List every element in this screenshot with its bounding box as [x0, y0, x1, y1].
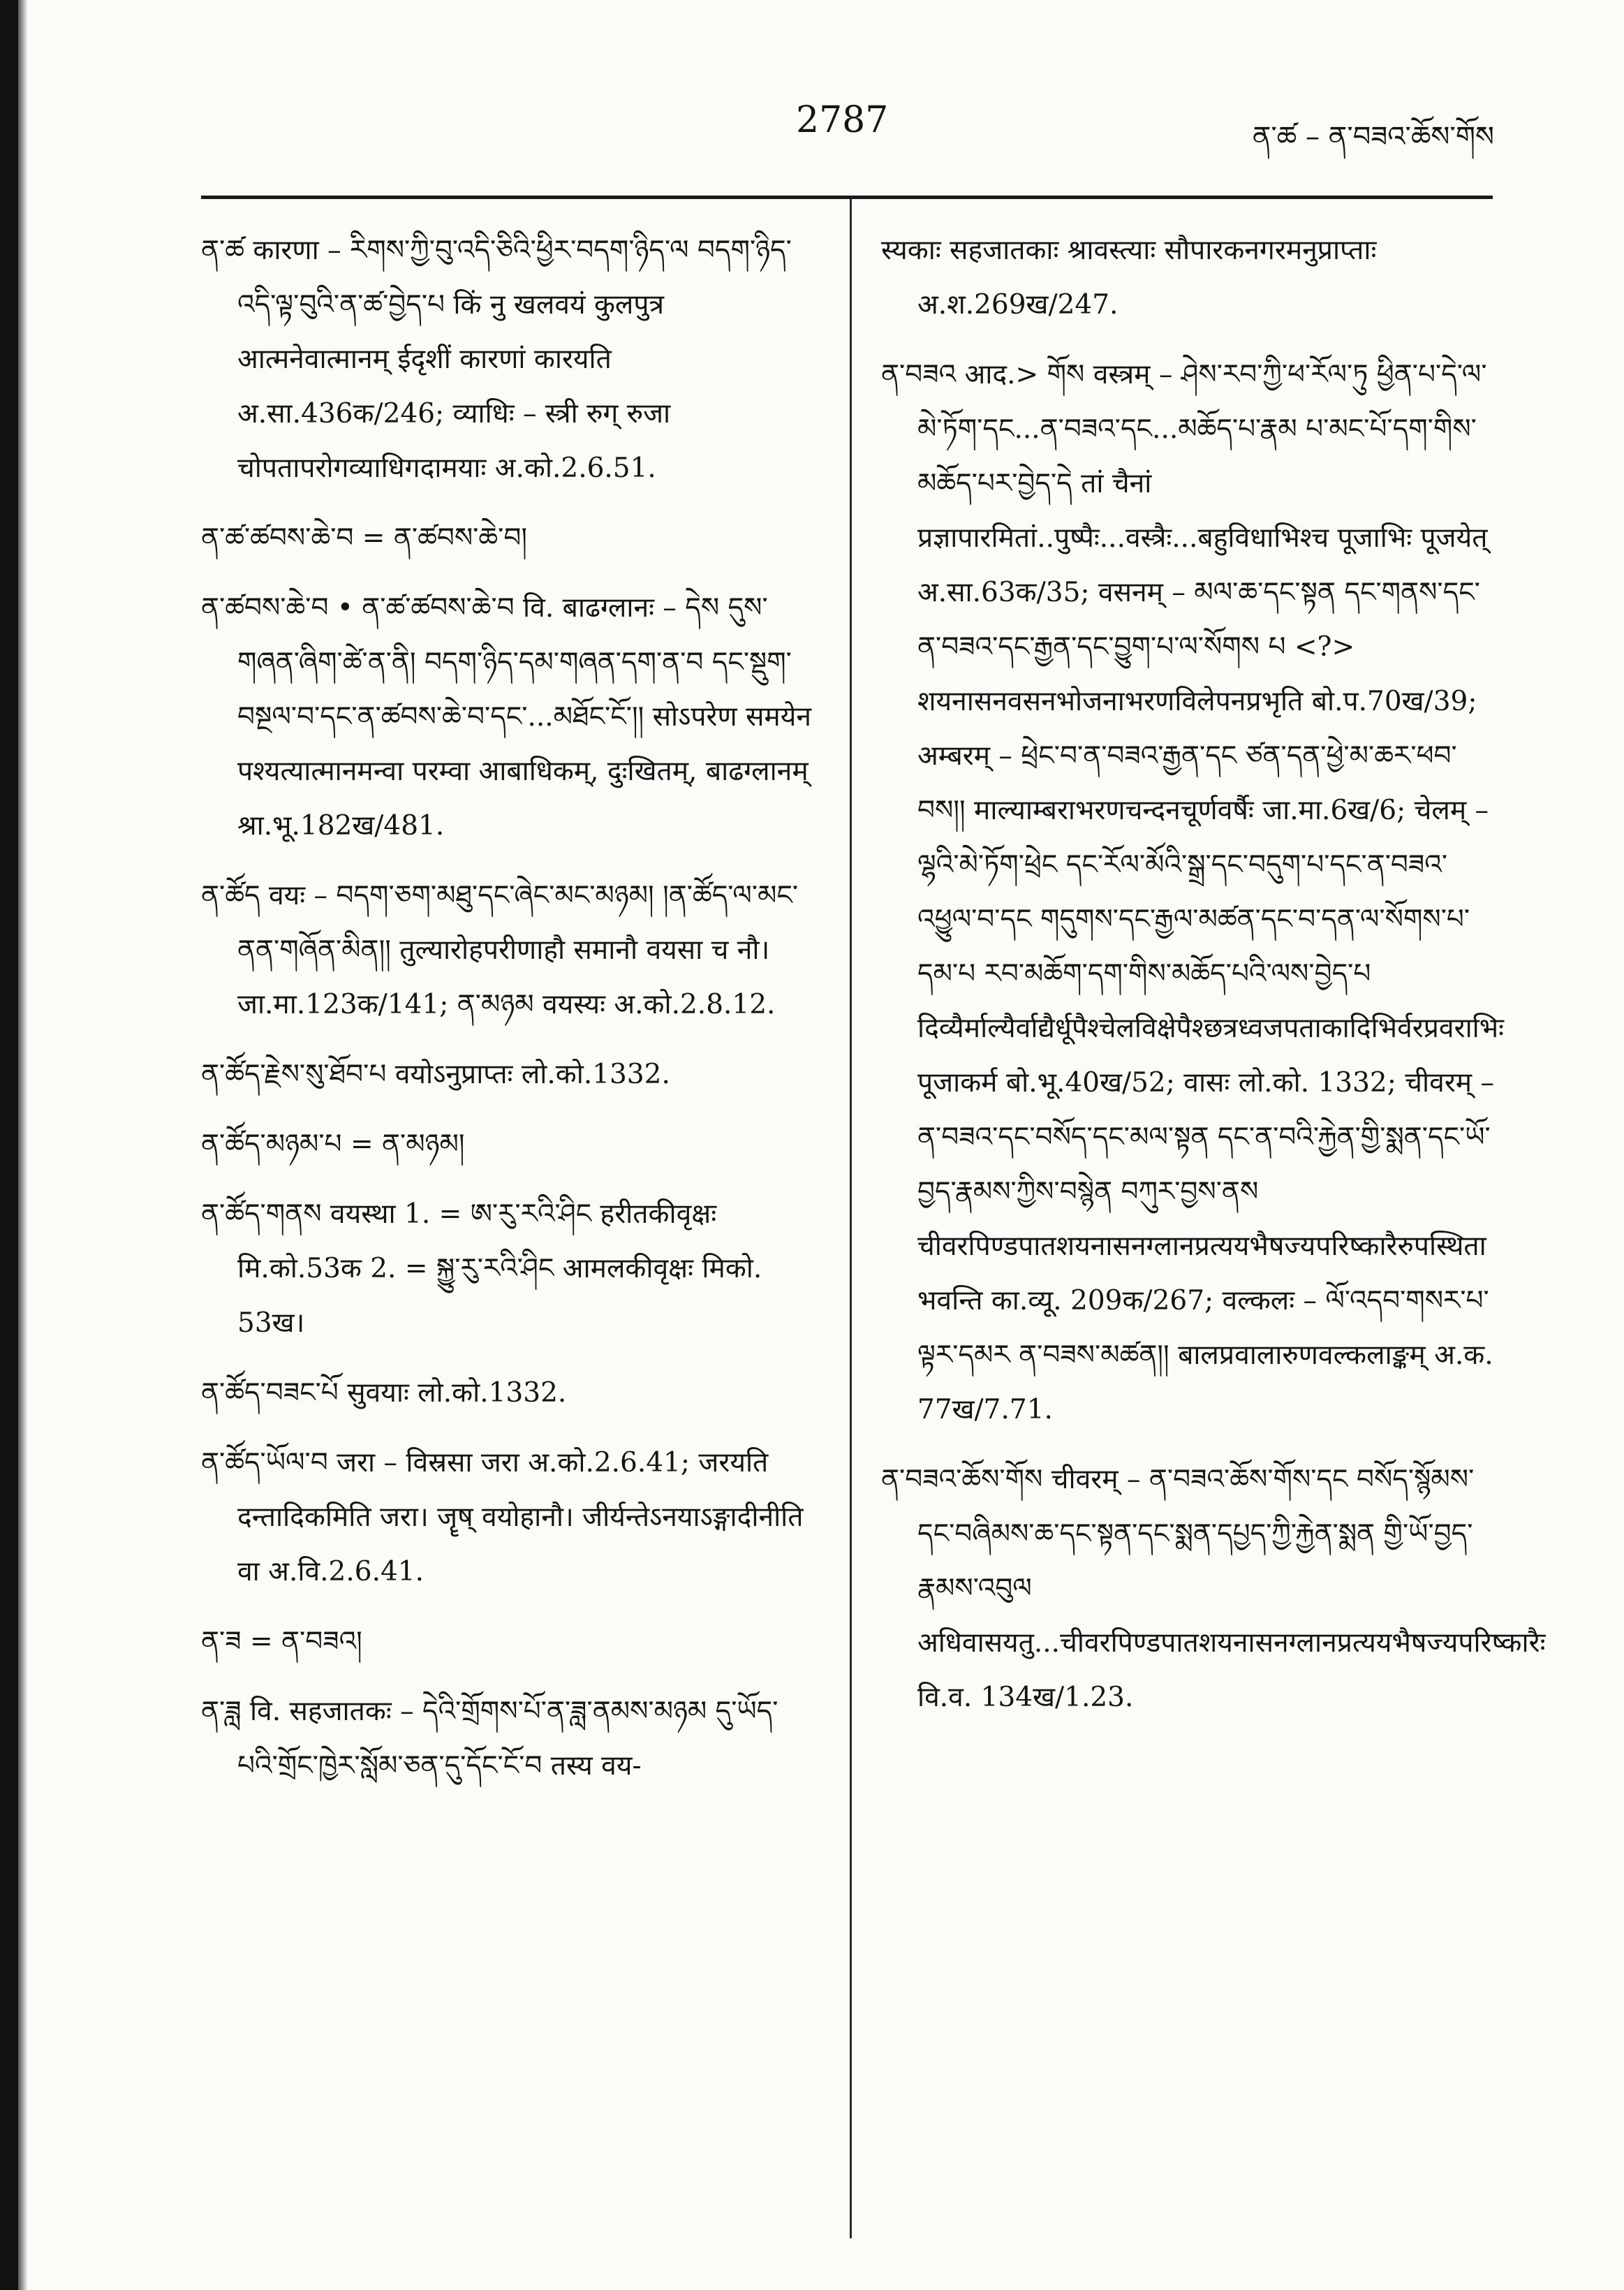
dictionary-entry: स्यकाः सहजातकाः श्रावस्त्याः सौपारकनगरमनुप्राप्ताः अ.श.269ख/247. — [881, 235, 1377, 321]
running-head: ན་ཚ – ན་བཟའ་ཆོས་གོས — [1252, 121, 1494, 153]
dictionary-entry: ན་ཚབས་ཆེ་བ • ན་ཚ་ཚབས་ཆེ་བ वि. बाढग्लानः – དེས དུས་གཞན་ཞིག་ཚེ་ན་ནི། བདག་ཉིད་དམ་གཞན་དག་ན་བ དང་སྡུག་བསྔལ་བ་དང་ན་ཚབས་ཆེ་བ་དང་...མཐོང་ངོ༌།། सोऽपरेण समयेन पश्यत्यात्मानमन्वा परम्वा आबाधिकम्, दुःखितम्, बाढग्लानम् श्रा.भू.182ख/481. — [201, 592, 812, 842]
binding-shadow — [18, 0, 28, 2290]
dictionary-entry: ན་ཚོད་རྗེས་སུ་ཐོབ་པ वयोऽनुप्राप्तः लो.को.1332. — [201, 1059, 670, 1090]
dictionary-entry: ན་ཚོད་བཟང་པོ सुवयाः लो.को.1332. — [201, 1377, 567, 1409]
dictionary-entry: ན་བཟའ་ཆོས་གོས चीवरम् – ན་བཟའ་ཆོས་གོས་དང བསོད་སྙོམས་དང་བཞིམས་ཆ་དང་སྟན་དང་སྨན་དཔྱད་ཀྱི་རྐྱེན་སྨན གྱི་ཡོ་བྱད་རྣམས་འབུལ अधिवासयतु...चीवरपिण्डपातशयनासनग्लानप्रत्ययभैषज्यपरिष्कारैः वि.व. 134ख/1.23. — [881, 1464, 1546, 1713]
dictionary-entry: ན་ཚོད वयः – བདག་ཅག་མཐུ་དང་ཞེང་མང་མཉམ། །ན་ཚོད་ལ་མང་ནན་གཞོན་མིན།། तुल्यारोहपरीणाहौ समानौ वयसा च नौ। जा.मा.123क/141; ན་མཉམ वयस्यः अ.को.2.8.12. — [201, 880, 799, 1020]
dictionary-entry: ན་ཚོད་མཉམ་པ = ན་མཉམ། — [201, 1129, 465, 1160]
left-column — [201, 223, 815, 1793]
right-column — [881, 223, 1546, 1725]
dictionary-entry: ན་ཟླ वि. सहजातकः – དེའི་གྲོགས་པོ་ན་ཟླ་ནམས་མཉམ དུ་ཡོད་པའི་གྲོང་ཁྱེར་སློམ་ཅན་དུ་དོང་ངོ་བ तस्य वय- — [201, 1696, 778, 1782]
dictionary-entry: ན་ཟ = ན་བཟའ། — [201, 1626, 362, 1657]
column-divider — [850, 199, 852, 2238]
header-rule — [201, 196, 1493, 199]
dictionary-entry: ན་ཚ་ཚབས་ཆེ་བ = ན་ཚབས་ཆེ་བ། — [201, 522, 527, 554]
book-binding-edge — [0, 0, 18, 2290]
dictionary-entry: ན་བཟའ आद.> གོས वस्त्रम् – ཤེས་རབ་ཀྱི་ཕ་རོལ་ཏུ ཕྱིན་པ་དེ་ལ་མེ་ཏོག་དང...ན་བཟའ་དང...མཆོད་པ་རྣམ པ་མང་པོ་དག་གིས་མཆོད་པར་བྱེད་དེ तां चैनां प्रज्ञापारमितां..पुष्पैः...वस्त्रैः...बहुविधाभिश्च पूजाभिः पूजयेत् अ.सा.63क/35; वसनम् – མལ་ཆ་དང་སྟན དང་གནས་དང་ན་བཟའ་དང་རྒྱན་དང་བྱུག་པ་ལ་སོགས པ <?> शयनासनवसनभोजनाभरणविलेपनप्रभृति बो.प.70ख/39; अम्बरम् – ཕྲེང་བ་ན་བཟའ་རྒྱན་དང ཙན་དན་ཕྱེ་མ་ཆར་ཕབ་བས།། माल्याम्बराभरणचन्दनचूर्णवर्षैः जा.मा.6ख/6; चेलम् – ལྷའི་མེ་ཏོག་ཕྲེང དང་རོལ་མོའི་སྒྲ་དང་བདུག་པ་དང་ན་བཟའ་འཕྱུལ་བ་དང གདུགས་དང་རྒྱལ་མཚན་དང་བ་དན་ལ་སོགས་པ་དམ་པ རབ་མཆོག་དག་གིས་མཆོད་པའི་ལས་བྱེད་པ दिव्यैर्माल्यैर्वाद्यैर्धूपैश्चेलविक्षेपैश्छत्रध्वजपताकादिभिर्वरप्रवराभिः पूजाकर्म बो.भू.40ख/52; वासः लो.को. 1332; चीवरम् – ན་བཟའ་དང་བསོད་དང་མལ་སྟན དང་ན་བའི་རྐྱེན་གྱི་སྨན་དང་ཡོ་བྱད་རྣམས་ཀྱིས་བསྙེན བཀུར་བྱས་ནས चीवरपिण्डपातशयनासनग्लानप्रत्ययभैषज्यपरिष्कारैरुपस्थिता भवन्ति का.व्यू. 209क/267; वल्कलः – ལོ་འདབ་གསར་པ་ལྟར་དམར ན་བཟས་མཚན།། बालप्रवालारुणवल्कलाङ्कम् अ.क. 77ख/7.71. — [881, 359, 1505, 1425]
dictionary-entry: ན་ཚོད་གནས वयस्था 1. = ཨ་རུ་རའི་ཤིང हरीतकीवृक्षः मि.को.53क 2. = སྐྱུ་རུ་རའི་ཤིང आमलकीवृक्षः मिको. 53ख। — [201, 1198, 762, 1339]
dictionary-entry: ན་ཚ कारणा – རིགས་ཀྱི་བུ་འདི་ཅིའི་ཕྱིར་བདག་ཉིད་ལ བདག་ཉིད་འདི་ལྟ་བུའི་ན་ཚ་བྱེད་པ किं नु खलवयं कुलपुत्र आत्मनेवात्मानम् ईदृशीं कारणां कारयति अ.सा.436क/246; व्याधिः – स्त्री रुग् रुजा चोपतापरोगव्याधिगदामयाः अ.को.2.6.51. — [201, 235, 792, 484]
page-number: 2787 — [796, 99, 889, 141]
dictionary-entry: ན་ཚོད་ཡོལ་བ जरा – विस्रसा जरा अ.को.2.6.41; जरयति दन्तादिकमिति जरा। जॄष् वयोहानौ। जीर्यन्तेऽनयाऽङ्गादीनीति वा अ.वि.2.6.41. — [201, 1447, 804, 1587]
